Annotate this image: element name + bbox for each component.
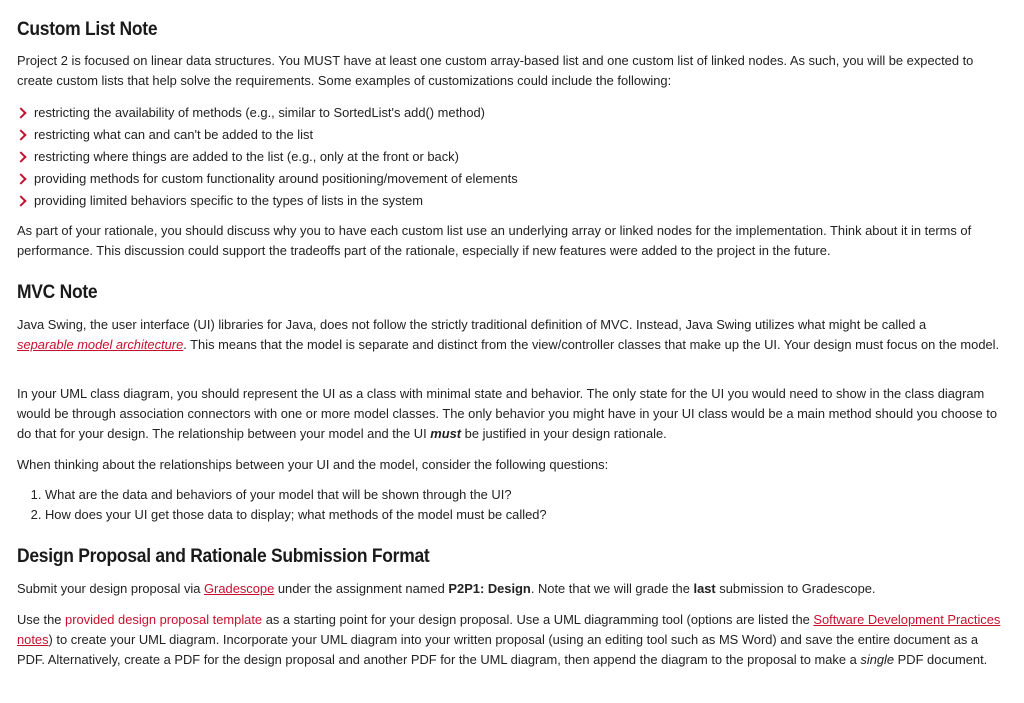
- custom-list-heading: Custom List Note: [17, 19, 158, 40]
- design-template-link[interactable]: provided design proposal template: [65, 612, 263, 627]
- list-item: providing limited behaviors specific to the types of lists in the system: [17, 190, 518, 212]
- chevron-right-icon: [15, 195, 26, 206]
- list-item: restricting what can and can't be added to the list: [17, 124, 518, 146]
- gradescope-link[interactable]: Gradescope: [204, 581, 275, 596]
- submission-paragraph-2: Use the provided design proposal template as a starting point for your design proposal. Use a UML diagramming tool (options are listed the Software Development Practices notes) to create your UML diagram. Incorporate your UML diagram into your written proposal (using an editing tool such as MS Word) and save the entire document as a PDF. Alternatively, create a PDF for the design proposal and another PDF for the UML diagram, then append the diagram to the proposal to make a single PDF document.: [17, 612, 1001, 667]
- list-item: restricting the availability of methods (e.g., similar to SortedList's add() method): [17, 102, 518, 124]
- dev-practices-notes-link[interactable]: Software Development Practices notes: [17, 612, 1001, 647]
- chevron-right-icon: [15, 173, 26, 184]
- list-item: 1. What are the data and behaviors of your model that will be shown through the UI?: [45, 485, 547, 505]
- submission-paragraph-1: Submit your design proposal via Gradescope under the assignment named P2P1: Design. Note that we will grade the last submission to Gradescope.: [17, 581, 876, 596]
- list-item: restricting where things are added to the list (e.g., only at the front or back): [17, 146, 518, 168]
- list-item: 2. How does your UI get those data to display; what methods of the model must be called?: [45, 505, 547, 525]
- customization-list: [17, 102, 518, 212]
- list-item: providing methods for custom functionality around positioning/movement of elements: [17, 168, 518, 190]
- mvc-paragraph-2: In your UML class diagram, you should represent the UI as a class with minimal state and behavior. The only state for the UI you would need to show in the class diagram would be through association connectors with one or more model classes. The only behavior you might have in your UI class would be a main method should you choose to do that for your design. The relationship between your model and the UI must be justified in your design rationale.: [17, 386, 997, 441]
- mvc-paragraph-1: Java Swing, the user interface (UI) libraries for Java, does not follow the strictly traditional definition of MVC. Instead, Java Swing utilizes what might be called a separable model architecture. This means that the model is separate and distinct from the view/controller classes that make up the UI. Your design must focus on the model.: [17, 317, 1000, 352]
- submission-heading: Design Proposal and Rationale Submission Format: [17, 546, 430, 567]
- chevron-right-icon: [15, 107, 26, 118]
- separable-model-link[interactable]: separable model architecture: [17, 337, 184, 352]
- chevron-right-icon: [15, 151, 26, 162]
- mvc-heading: MVC Note: [17, 282, 98, 303]
- custom-list-intro: Project 2 is focused on linear data structures. You MUST have at least one custom array-based list and one custom list of linked nodes. As such, you will be expected to create custom lists that help solve the requirements. Some examples of customizations could include the following:: [17, 53, 974, 88]
- question-list: [17, 485, 547, 525]
- chevron-right-icon: [15, 129, 26, 140]
- custom-list-rationale: As part of your rationale, you should discuss why you to have each custom list use an underlying array or linked nodes for the implementation. Think about it in terms of performance. This discussion could support the tradeoffs part of the rationale, especially if new features were added to the project in the future.: [17, 223, 972, 258]
- mvc-paragraph-3: When thinking about the relationships between your UI and the model, consider the following questions:: [17, 457, 609, 472]
